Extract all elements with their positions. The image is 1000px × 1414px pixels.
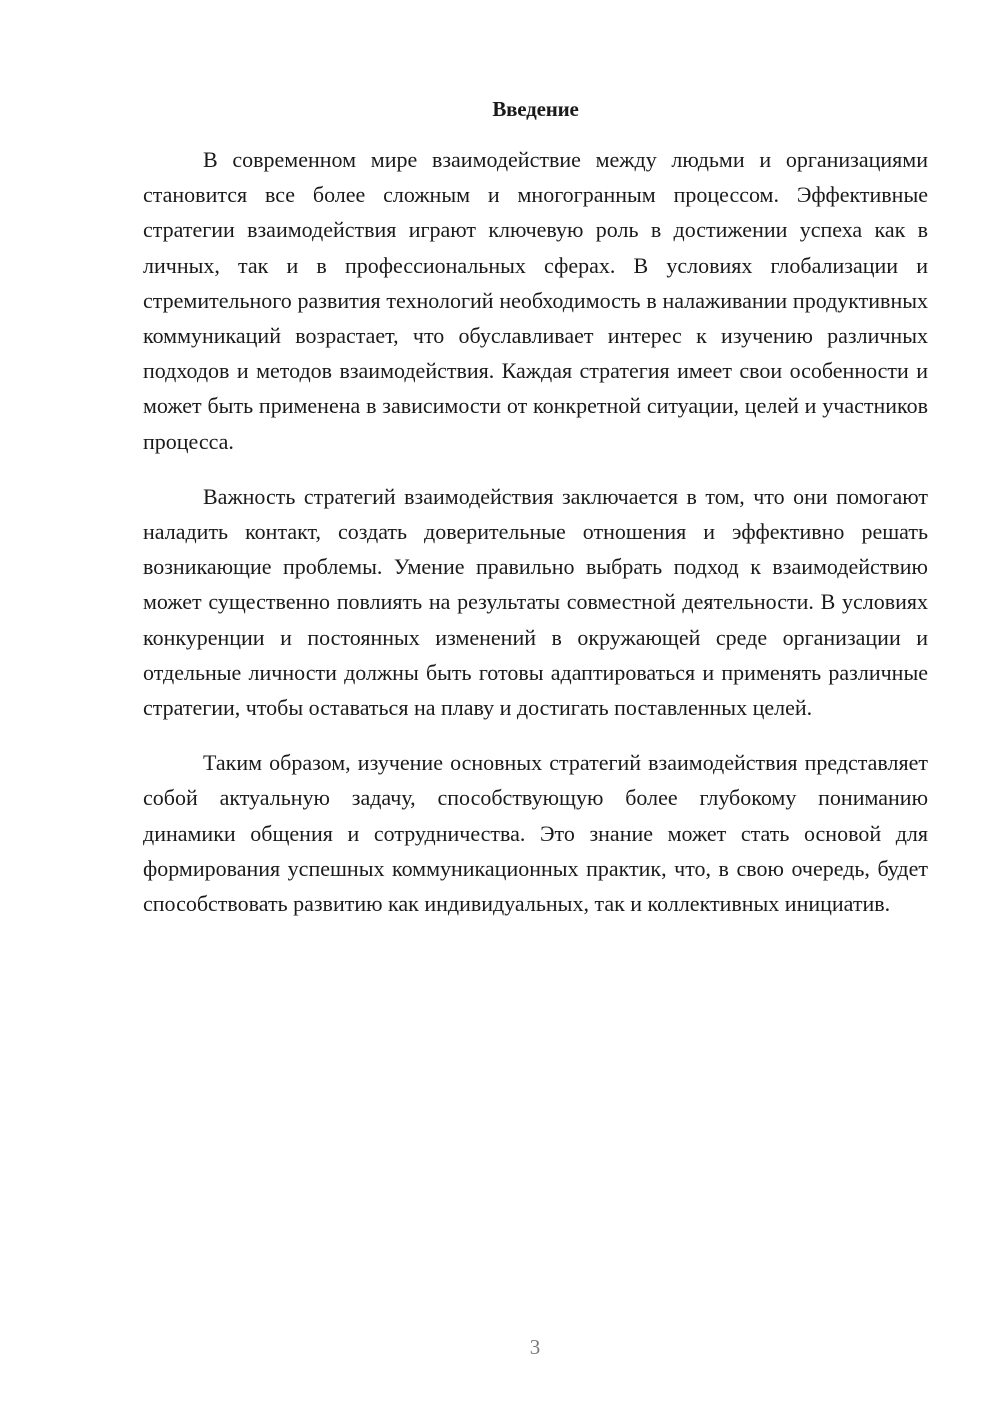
page-number: 3 (529, 1335, 541, 1359)
page-title: Введение (492, 97, 579, 121)
document-body (143, 142, 928, 921)
paragraph-2: Важность стратегий взаимодействия заключается в том, что они помогают наладить контакт, создать доверительные отношения и эффективно решать возникающие проблемы. Умение правильно выбрать подход к взаимодействию может существенно повлиять на результаты совместной деятельности. В условиях конкуренции и постоянных изменений в окружающей среде организации и отдельные личности должны быть готовы адаптироваться и применять различные стратегии, чтобы оставаться на плаву и достигать поставленных целей. (143, 483, 928, 721)
paragraph-3: Таким образом, изучение основных стратегий взаимодействия представляет собой актуальную задачу, способствующую более глубокому пониманию динамики общения и сотрудничества. Это знание может стать основой для формирования успешных коммуникационных практик, что, в свою очередь, будет способствовать развитию как индивидуальных, так и коллективных инициатив. (143, 750, 928, 917)
paragraph-1: В современном мире взаимодействие между людьми и организациями становится все более сложным и многогранным процессом. Эффективные стратегии взаимодействия играют ключевую роль в достижении успеха как в личных, так и в профессиональных сферах. В условиях глобализации и стремительного развития технологий необходимость в налаживании продуктивных коммуникаций возрастает, что обуславливает интерес к изучению различных подходов и методов взаимодействия. Каждая стратегия имеет свои особенности и может быть применена в зависимости от конкретной ситуации, целей и участников процесса. (143, 147, 928, 454)
